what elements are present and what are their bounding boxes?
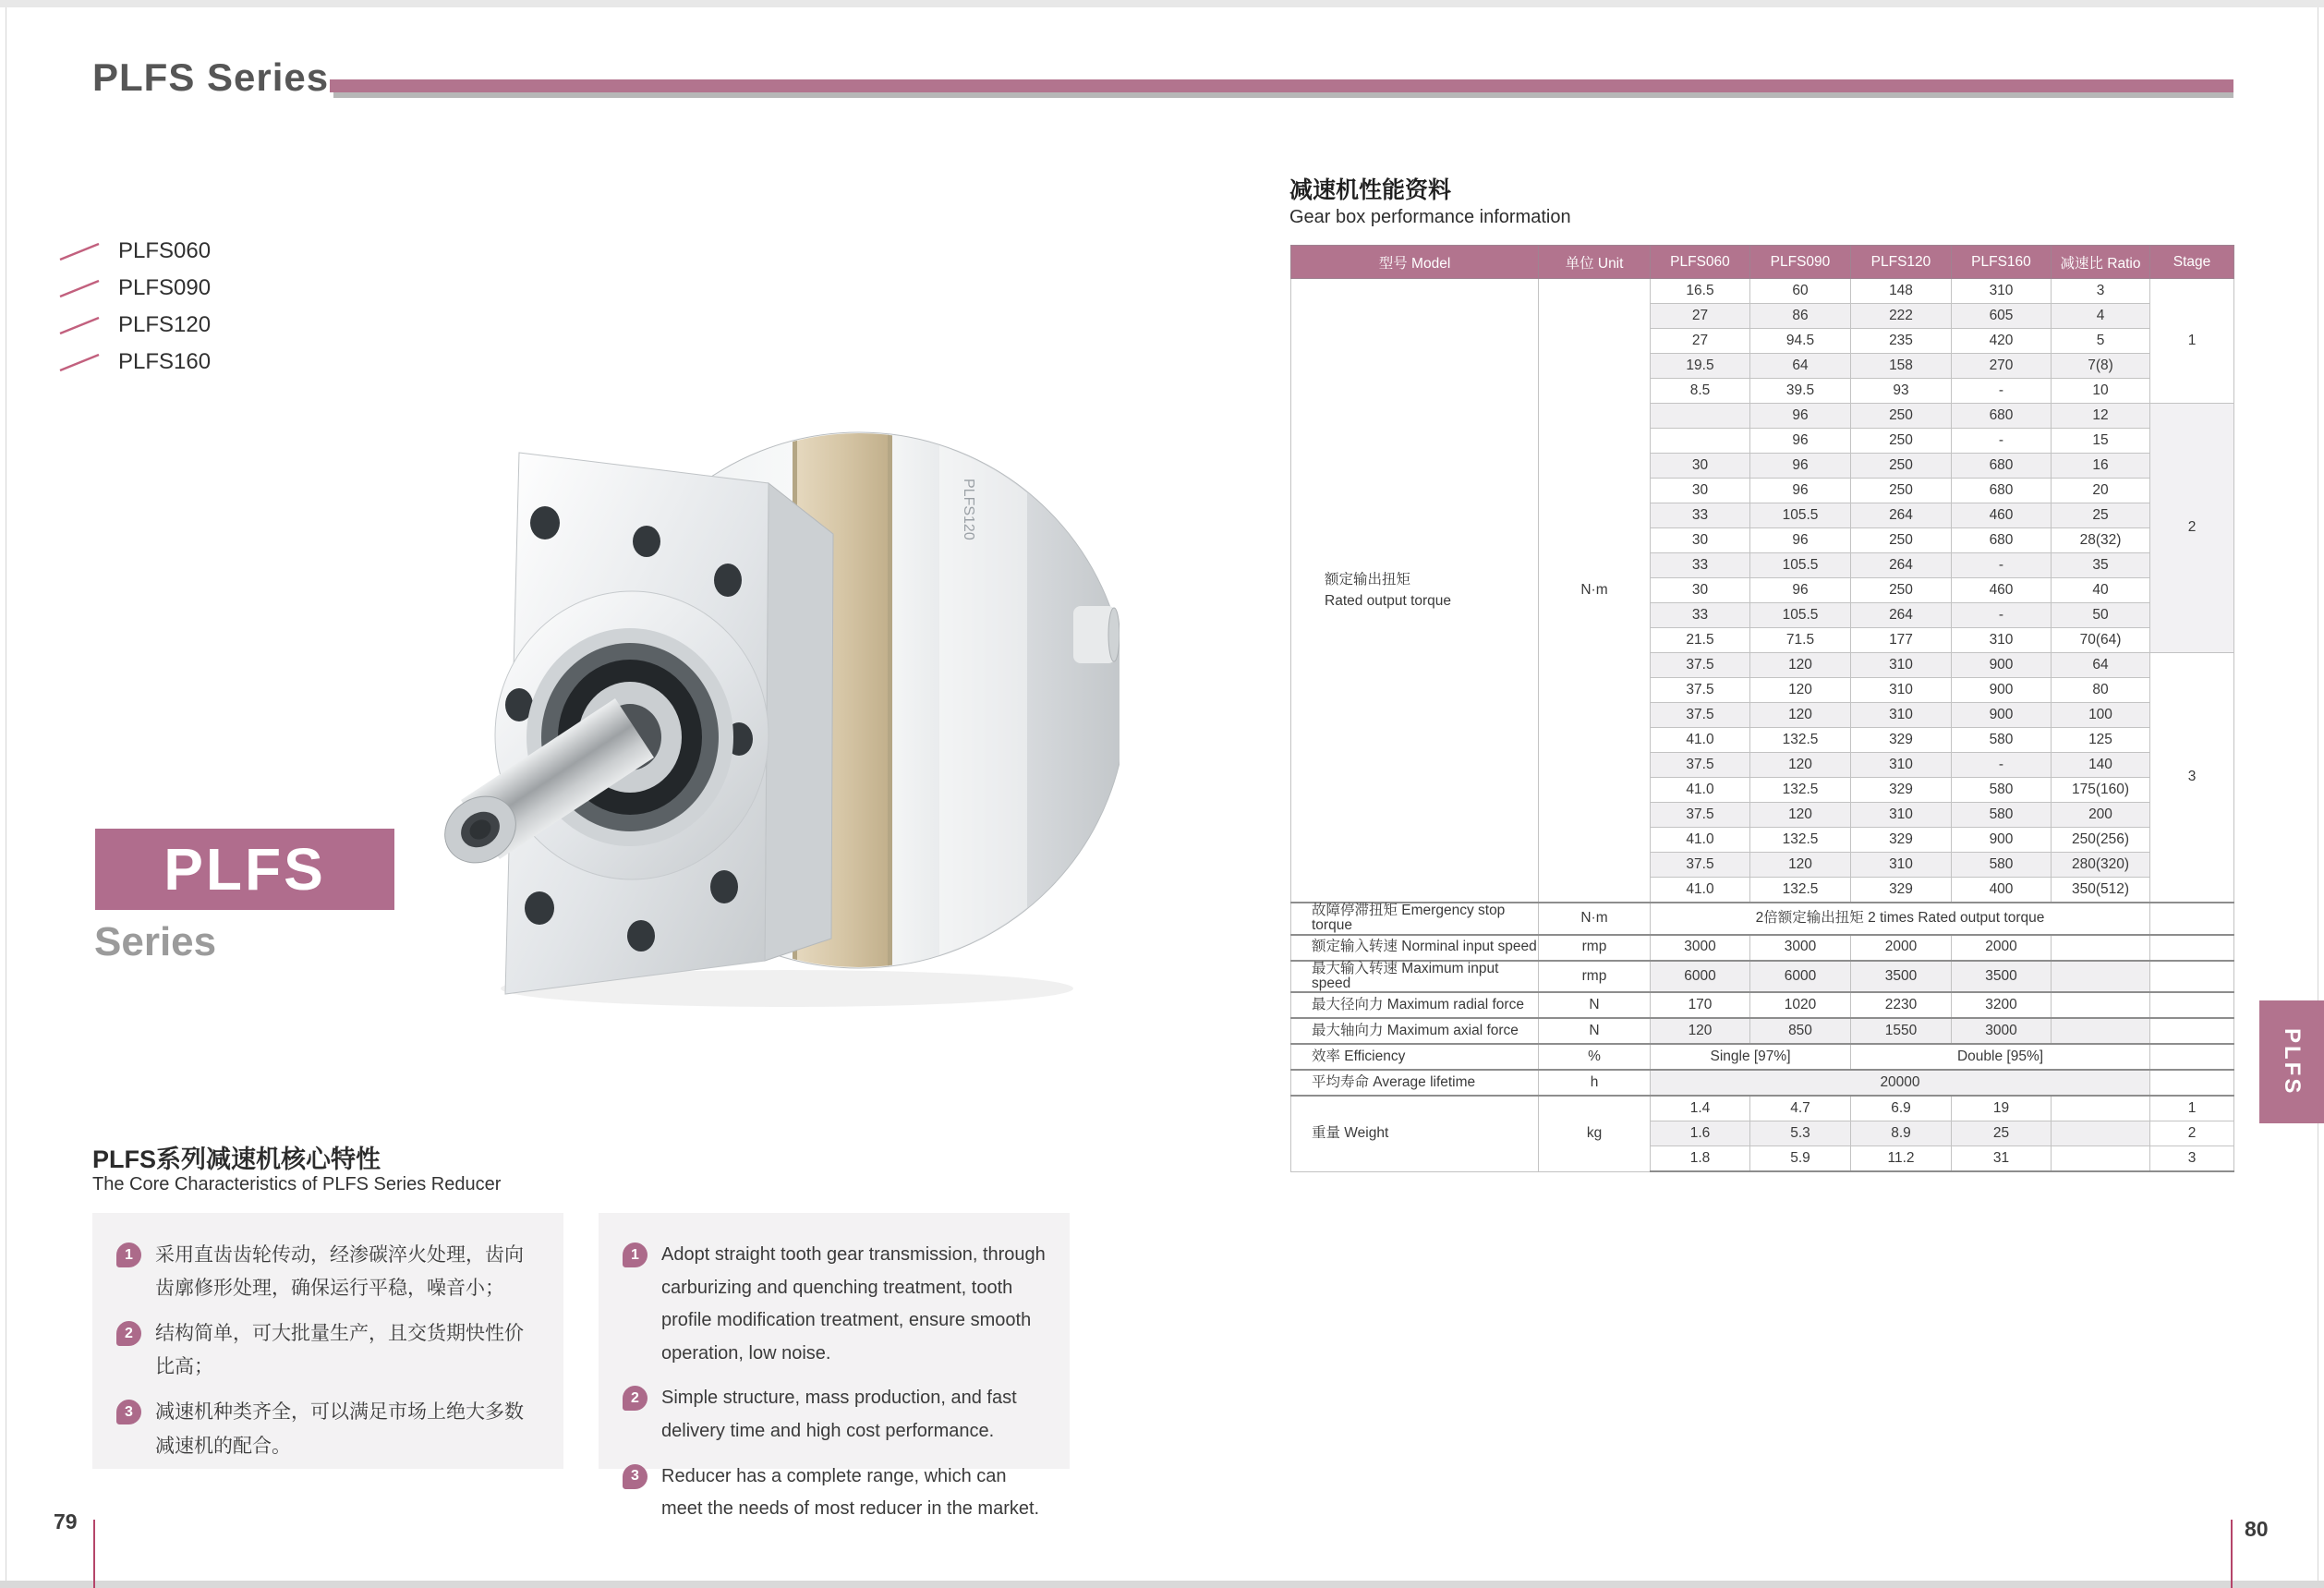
spec-value: 3200 (1952, 992, 2052, 1018)
torque-value (1651, 429, 1750, 454)
torque-value: 16.5 (1651, 279, 1750, 304)
spec-label: 效率 Efficiency (1291, 1044, 1539, 1070)
spec-row (1291, 1018, 2234, 1044)
weight-value: 5.3 (1750, 1121, 1851, 1146)
spec-row (1291, 903, 2234, 935)
ratio-value: 10 (2052, 379, 2150, 404)
torque-value: - (1952, 753, 2052, 778)
weight-label: 重量 Weight (1291, 1096, 1539, 1171)
torque-value: 96 (1750, 429, 1851, 454)
weight-value: 5.9 (1750, 1146, 1851, 1172)
torque-value: 310 (1851, 753, 1952, 778)
feature-item (116, 1317, 539, 1384)
stage-empty-cell (2150, 935, 2234, 961)
spec-span-value: 2倍额定输出扭矩 2 times Rated output torque (1651, 903, 2150, 935)
torque-value: 132.5 (1750, 728, 1851, 753)
stage-cell: 3 (2150, 653, 2234, 903)
spec-value: 6000 (1750, 961, 1851, 993)
table-header-row (1291, 246, 2234, 279)
torque-value: 250 (1851, 578, 1952, 603)
torque-value: 120 (1750, 653, 1851, 678)
torque-value: 105.5 (1750, 553, 1851, 578)
feature-text: Adopt straight tooth gear transmission, through carburizing and quenching treatment, tooth profile modification treatment, ensure smooth operation, low noise. (661, 1244, 1046, 1364)
performance-table (1290, 245, 2234, 1172)
torque-value: 105.5 (1750, 503, 1851, 528)
torque-value: 329 (1851, 828, 1952, 853)
ratio-value: 25 (2052, 503, 2150, 528)
weight-value: 1.6 (1651, 1121, 1750, 1146)
ratio-value: 16 (2052, 454, 2150, 479)
weight-row (1291, 1096, 2234, 1121)
torque-value: 33 (1651, 553, 1750, 578)
torque-value: 222 (1851, 304, 1952, 329)
spec-row (1291, 935, 2234, 961)
spec-unit: h (1539, 1070, 1651, 1096)
model-name: PLFS090 (118, 275, 212, 300)
ratio-value: 12 (2052, 404, 2150, 429)
column-header: 减速比 Ratio (2052, 246, 2150, 279)
torque-value: - (1952, 379, 2052, 404)
brand-block-title: PLFS (163, 836, 326, 903)
torque-value: 900 (1952, 653, 2052, 678)
gearbox-flange (432, 453, 833, 994)
ratio-value: 100 (2052, 703, 2150, 728)
torque-value: 680 (1952, 404, 2052, 429)
footer-rule-right (2231, 1520, 2233, 1588)
output-shaft-stub (1073, 606, 1120, 663)
ratio-empty-cell (2052, 961, 2150, 993)
ratio-value: 70(64) (2052, 628, 2150, 653)
torque-value: 158 (1851, 354, 1952, 379)
spec-label: 平均寿命 Average lifetime (1291, 1070, 1539, 1096)
column-header: PLFS060 (1651, 246, 1750, 279)
title-accent-bar (330, 79, 2233, 92)
stage-cell: 2 (2150, 404, 2234, 653)
spec-unit: N·m (1539, 903, 1651, 935)
torque-value: 680 (1952, 528, 2052, 553)
spec-value: 1550 (1851, 1018, 1952, 1044)
slash-icon (55, 239, 103, 263)
torque-row (1291, 279, 2234, 304)
torque-value: 60 (1750, 279, 1851, 304)
torque-value (1651, 404, 1750, 429)
torque-value: 460 (1952, 578, 2052, 603)
spec-value: 2000 (1952, 935, 2052, 961)
feature-item (623, 1239, 1046, 1370)
torque-value: 120 (1750, 803, 1851, 828)
torque-label: 额定输出扭矩 Rated output torque (1291, 279, 1539, 903)
torque-value: 41.0 (1651, 778, 1750, 803)
ratio-value: 50 (2052, 603, 2150, 628)
spec-row (1291, 992, 2234, 1018)
torque-value: 39.5 (1750, 379, 1851, 404)
torque-value: 250 (1851, 479, 1952, 503)
torque-value: 41.0 (1651, 728, 1750, 753)
torque-value: 33 (1651, 603, 1750, 628)
column-header: PLFS160 (1952, 246, 2052, 279)
features-box-zh (92, 1213, 563, 1469)
torque-value: 310 (1851, 853, 1952, 878)
model-list (55, 233, 211, 381)
torque-value: 41.0 (1651, 878, 1750, 903)
performance-title-en: Gear box performance information (1289, 207, 1571, 227)
ratio-value: 175(160) (2052, 778, 2150, 803)
spec-label: 最大径向力 Maximum radial force (1291, 992, 1539, 1018)
torque-value: 680 (1952, 454, 2052, 479)
torque-value: 310 (1952, 279, 2052, 304)
torque-value: 37.5 (1651, 653, 1750, 678)
column-header: 单位 Unit (1539, 246, 1651, 279)
ratio-value: 350(512) (2052, 878, 2150, 903)
brand-block-subtitle: Series (94, 919, 217, 964)
torque-value: 30 (1651, 479, 1750, 503)
torque-value: 264 (1851, 503, 1952, 528)
weight-value: 8.9 (1851, 1121, 1952, 1146)
ratio-empty-cell (2052, 1146, 2150, 1172)
features-heading-en: The Core Characteristics of PLFS Series Reducer (92, 1174, 502, 1194)
torque-value: 680 (1952, 479, 2052, 503)
torque-value: 460 (1952, 503, 2052, 528)
column-header: PLFS120 (1851, 246, 1952, 279)
torque-value: 41.0 (1651, 828, 1750, 853)
spec-row (1291, 961, 2234, 993)
ratio-value: 140 (2052, 753, 2150, 778)
torque-value: 900 (1952, 678, 2052, 703)
torque-value: 264 (1851, 603, 1952, 628)
feature-item (623, 1461, 1046, 1526)
number-badge: 3 (116, 1400, 141, 1424)
column-header: PLFS090 (1750, 246, 1851, 279)
torque-value: 400 (1952, 878, 2052, 903)
stage-empty-cell (2150, 961, 2234, 993)
torque-unit: N·m (1539, 279, 1651, 903)
torque-value: 420 (1952, 329, 2052, 354)
ratio-empty-cell (2052, 1121, 2150, 1146)
torque-value: 132.5 (1750, 828, 1851, 853)
torque-value: 21.5 (1651, 628, 1750, 653)
stage-empty-cell (2150, 1018, 2234, 1044)
feature-item (116, 1239, 539, 1305)
ratio-value: 15 (2052, 429, 2150, 454)
torque-value: 27 (1651, 304, 1750, 329)
ratio-value: 28(32) (2052, 528, 2150, 553)
page-bottom-edge (0, 1581, 2324, 1588)
torque-value: - (1952, 553, 2052, 578)
model-list-item (55, 233, 211, 270)
feature-text: Simple structure, mass production, and fast delivery time and high cost performance. (661, 1388, 1017, 1441)
title-accent-bar-shadow (333, 92, 2233, 98)
ratio-value: 4 (2052, 304, 2150, 329)
weight-value: 4.7 (1750, 1096, 1851, 1121)
torque-value: 580 (1952, 803, 2052, 828)
torque-value: 93 (1851, 379, 1952, 404)
torque-value: 8.5 (1651, 379, 1750, 404)
torque-value: 177 (1851, 628, 1952, 653)
ratio-empty-cell (2052, 935, 2150, 961)
weight-value: 1.4 (1651, 1096, 1750, 1121)
side-tab-label: PLFS (2280, 1027, 2305, 1097)
spec-label: 最大输入转速 Maximum input speed (1291, 961, 1539, 993)
features-heading-zh: PLFS系列减速机核心特性 (92, 1146, 381, 1173)
page-number-left: 79 (54, 1509, 78, 1533)
torque-value: 19.5 (1651, 354, 1750, 379)
torque-value: 96 (1750, 528, 1851, 553)
page-number-right: 80 (2245, 1517, 2269, 1541)
torque-value: 250 (1851, 454, 1952, 479)
performance-table-wrap (1290, 245, 2233, 1172)
product-photo (399, 395, 1120, 1010)
number-badge: 1 (116, 1243, 141, 1267)
page-top-edge (0, 0, 2324, 7)
torque-value: 580 (1952, 778, 2052, 803)
spec-value: 850 (1750, 1018, 1851, 1044)
weight-value: 25 (1952, 1121, 2052, 1146)
torque-value: 30 (1651, 578, 1750, 603)
torque-value: 120 (1750, 678, 1851, 703)
torque-value: 580 (1952, 728, 2052, 753)
weight-value: 31 (1952, 1146, 2052, 1172)
model-name: PLFS120 (118, 312, 212, 337)
torque-value: 120 (1750, 703, 1851, 728)
spec-value: 3500 (1851, 961, 1952, 993)
weight-stage-cell: 2 (2150, 1121, 2234, 1146)
torque-value: 86 (1750, 304, 1851, 329)
ratio-empty-cell (2052, 992, 2150, 1018)
spec-value: 3000 (1651, 935, 1750, 961)
torque-value: 30 (1651, 454, 1750, 479)
ratio-empty-cell (2052, 1018, 2150, 1044)
ratio-value: 7(8) (2052, 354, 2150, 379)
torque-value: 329 (1851, 778, 1952, 803)
spec-value: 120 (1651, 1018, 1750, 1044)
model-list-item (55, 344, 211, 381)
torque-value: 96 (1750, 578, 1851, 603)
torque-value: 310 (1851, 678, 1952, 703)
model-name: PLFS060 (118, 238, 212, 263)
product-marking-label: PLFS120 (961, 479, 976, 540)
torque-value: 132.5 (1750, 778, 1851, 803)
weight-value: 19 (1952, 1096, 2052, 1121)
spec-label: 故障停滞扭矩 Emergency stop torque (1291, 903, 1539, 935)
feature-item (116, 1396, 539, 1462)
torque-value: 96 (1750, 454, 1851, 479)
torque-value: 30 (1651, 528, 1750, 553)
feature-text: 减速机种类齐全，可以满足市场上绝大多数减速机的配合。 (155, 1401, 524, 1457)
torque-value: 120 (1750, 853, 1851, 878)
weight-value: 1.8 (1651, 1146, 1750, 1172)
torque-value: 310 (1851, 653, 1952, 678)
torque-value: - (1952, 603, 2052, 628)
footer-rule-left (93, 1520, 95, 1588)
torque-value: 94.5 (1750, 329, 1851, 354)
torque-value: 96 (1750, 404, 1851, 429)
feature-text: 结构简单，可大批量生产，且交货期快性价比高； (155, 1323, 524, 1378)
weight-value: 6.9 (1851, 1096, 1952, 1121)
torque-value: 64 (1750, 354, 1851, 379)
stage-empty-cell (2150, 1070, 2234, 1096)
page-title: PLFS Series (92, 55, 330, 99)
brand-block (95, 829, 394, 910)
spec-split-value: Double [95%] (1851, 1044, 2150, 1070)
spec-unit: rmp (1539, 961, 1651, 993)
spec-value: 6000 (1651, 961, 1750, 993)
torque-value: 605 (1952, 304, 2052, 329)
spec-value: 3000 (1750, 935, 1851, 961)
spec-value: 2000 (1851, 935, 1952, 961)
torque-value: 264 (1851, 553, 1952, 578)
torque-value: 37.5 (1651, 703, 1750, 728)
torque-value: 900 (1952, 828, 2052, 853)
torque-value: 120 (1750, 753, 1851, 778)
torque-value: 96 (1750, 479, 1851, 503)
spec-unit: N (1539, 992, 1651, 1018)
side-tab (2259, 1000, 2324, 1123)
ratio-value: 80 (2052, 678, 2150, 703)
number-badge: 1 (623, 1243, 648, 1267)
torque-value: 27 (1651, 329, 1750, 354)
spec-unit: % (1539, 1044, 1651, 1070)
spec-span-value: 20000 (1651, 1070, 2150, 1096)
stage-cell: 1 (2150, 279, 2234, 404)
torque-value: 270 (1952, 354, 2052, 379)
stage-empty-cell (2150, 903, 2234, 935)
ratio-empty-cell (2052, 1096, 2150, 1121)
weight-unit: kg (1539, 1096, 1651, 1171)
torque-value: 71.5 (1750, 628, 1851, 653)
model-list-item (55, 270, 211, 307)
ratio-value: 5 (2052, 329, 2150, 354)
slash-icon (55, 313, 103, 337)
torque-value: 580 (1952, 853, 2052, 878)
stage-empty-cell (2150, 992, 2234, 1018)
ratio-value: 35 (2052, 553, 2150, 578)
spec-unit: rmp (1539, 935, 1651, 961)
spec-row (1291, 1070, 2234, 1096)
spec-label: 最大轴向力 Maximum axial force (1291, 1018, 1539, 1044)
performance-title-zh: 减速机性能资料 (1289, 177, 1452, 203)
number-badge: 2 (116, 1321, 141, 1346)
ratio-value: 250(256) (2052, 828, 2150, 853)
spec-value: 3000 (1952, 1018, 2052, 1044)
spec-row (1291, 1044, 2234, 1070)
torque-value: - (1952, 429, 2052, 454)
ratio-value: 280(320) (2052, 853, 2150, 878)
torque-value: 310 (1851, 703, 1952, 728)
torque-value: 37.5 (1651, 853, 1750, 878)
model-name: PLFS160 (118, 349, 212, 374)
torque-value: 310 (1952, 628, 2052, 653)
spec-label: 额定输入转速 Norminal input speed (1291, 935, 1539, 961)
column-header: 型号 Model (1291, 246, 1539, 279)
ratio-value: 200 (2052, 803, 2150, 828)
torque-value: 250 (1851, 404, 1952, 429)
torque-value: 37.5 (1651, 803, 1750, 828)
torque-value: 235 (1851, 329, 1952, 354)
number-badge: 3 (623, 1464, 648, 1489)
ratio-value: 125 (2052, 728, 2150, 753)
model-list-item (55, 307, 211, 344)
feature-text: Reducer has a complete range, which can meet the needs of most reducer in the market. (661, 1465, 1040, 1520)
spec-split-value: Single [97%] (1651, 1044, 1851, 1070)
ratio-value: 3 (2052, 279, 2150, 304)
torque-value: 250 (1851, 528, 1952, 553)
spec-value: 170 (1651, 992, 1750, 1018)
torque-value: 250 (1851, 429, 1952, 454)
torque-value: 310 (1851, 803, 1952, 828)
weight-stage-cell: 1 (2150, 1096, 2234, 1121)
spec-unit: N (1539, 1018, 1651, 1044)
torque-value: 900 (1952, 703, 2052, 728)
torque-value: 37.5 (1651, 753, 1750, 778)
feature-item (623, 1382, 1046, 1448)
stage-empty-cell (2150, 1044, 2234, 1070)
torque-value: 329 (1851, 728, 1952, 753)
torque-value: 329 (1851, 878, 1952, 903)
spec-value: 1020 (1750, 992, 1851, 1018)
torque-value: 33 (1651, 503, 1750, 528)
torque-value: 132.5 (1750, 878, 1851, 903)
spec-value: 2230 (1851, 992, 1952, 1018)
torque-value: 148 (1851, 279, 1952, 304)
ratio-value: 64 (2052, 653, 2150, 678)
spec-value: 3500 (1952, 961, 2052, 993)
weight-value: 11.2 (1851, 1146, 1952, 1172)
column-header: Stage (2150, 246, 2234, 279)
torque-value: 37.5 (1651, 678, 1750, 703)
torque-value: 105.5 (1750, 603, 1851, 628)
ratio-value: 20 (2052, 479, 2150, 503)
feature-text: 采用直齿齿轮传动，经渗碳淬火处理，齿向齿廓修形处理，确保运行平稳，噪音小； (155, 1244, 524, 1300)
number-badge: 2 (623, 1386, 648, 1411)
weight-stage-cell: 3 (2150, 1146, 2234, 1172)
ratio-value: 40 (2052, 578, 2150, 603)
features-box-en (599, 1213, 1070, 1520)
slash-icon (55, 350, 103, 374)
slash-icon (55, 276, 103, 300)
